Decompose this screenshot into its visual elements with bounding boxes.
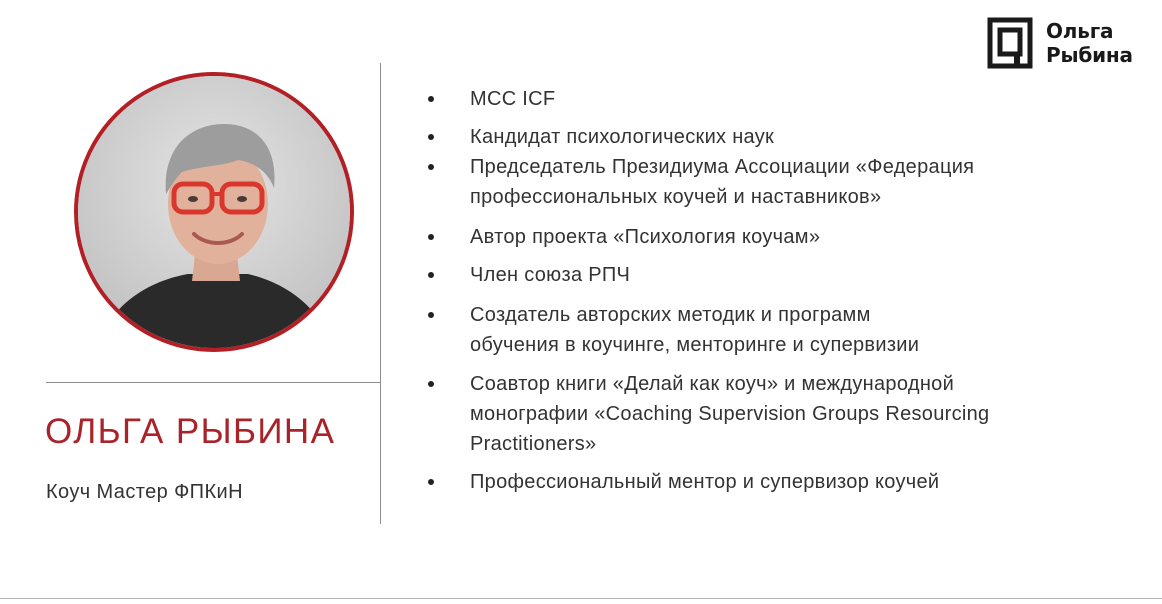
brand-logo-line-1: Ольга — [1046, 19, 1114, 43]
credential-line: Practitioners» — [470, 433, 597, 455]
person-name: ОЛЬГА РЫБИНА — [45, 412, 336, 451]
bullet-dot-icon — [428, 234, 434, 240]
bullet-dot-icon — [428, 312, 434, 318]
credential-line: Соавтор книги «Делай как коуч» и международной — [470, 373, 955, 395]
credential-item — [470, 300, 1130, 360]
bullet-dot-icon — [428, 134, 434, 140]
credential-item — [470, 369, 1130, 459]
credential-line: Член союза РПЧ — [470, 264, 631, 286]
bullet-dot-icon — [428, 96, 434, 102]
footer-divider — [0, 598, 1162, 599]
person-title: Коуч Мастер ФПКиН — [46, 481, 243, 503]
brand-logo-line-2: Рыбина — [1046, 43, 1133, 67]
credential-item — [470, 84, 1130, 114]
bullet-dot-icon — [428, 272, 434, 278]
credential-line: Председатель Президиума Ассоциации «Федерация — [470, 156, 975, 178]
credential-item — [470, 152, 1130, 212]
credential-line: MCC ICF — [470, 88, 556, 110]
credential-line: обучения в коучинге, менторинге и супервизии — [470, 334, 920, 356]
bullet-dot-icon — [428, 164, 434, 170]
credential-line: Профессиональный ментор и супервизор коучей — [470, 471, 940, 493]
credential-line: Кандидат психологических наук — [470, 126, 775, 148]
credential-line: монографии «Coaching Supervision Groups Resourcing — [470, 403, 990, 425]
credential-line: профессиональных коучей и наставников» — [470, 186, 882, 208]
bullet-dot-icon — [428, 479, 434, 485]
credential-item — [470, 222, 1130, 252]
bullet-dot-icon — [428, 381, 434, 387]
credential-line: Создатель авторских методик и программ — [470, 304, 871, 326]
credential-item — [470, 122, 1130, 152]
credential-item — [470, 467, 1130, 497]
credential-item — [470, 260, 1130, 290]
credential-line: Автор проекта «Психология коучам» — [470, 226, 821, 248]
